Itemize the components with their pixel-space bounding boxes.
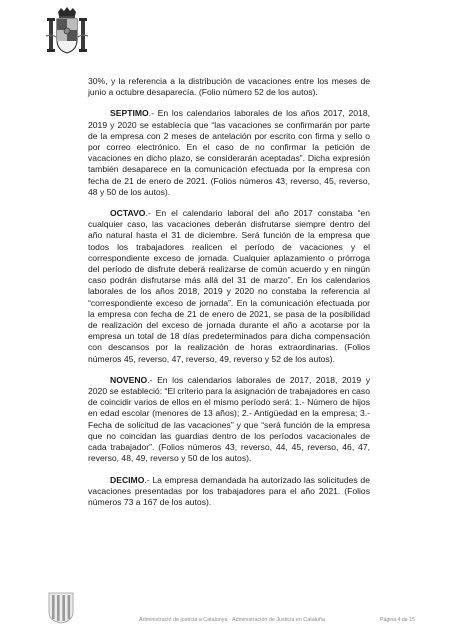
paragraph-continuation bbox=[88, 76, 370, 98]
paragraph-text: .- La empresa demandada ha autorizado las solicitudes de vacaciones presentadas por los trabajadores para el año 2021. (Folios números 73 a 167 de los autos). bbox=[88, 474, 370, 507]
paragraph-decimo bbox=[88, 475, 370, 509]
paragraph-heading: SEPTIMO bbox=[110, 108, 149, 119]
paragraph-text: .- En los calendarios laborales de 2017, 2018, 2019 y 2020 se estableció: “El criterio para la asignación de trabajadores en caso de coincidir varios de ellos en el mismo período será: 1.- Número de hijos en edad escolar (menores de 13 años); 2.- Antigüedad en la empresa; 3.- Fecha de solicitud de las vacaciones” y que “será función de la empresa que no coincidan las guardias dentro de los períodos vacacionales de cada trabajador”. (Folios números 43, reverso, 44, 45, reverso, 46, 47, reverso, 48, 49, reverso y 50 de los autos). bbox=[88, 374, 370, 464]
paragraph-text: 30%, y la referencia a la distribución de vacaciones entre los meses de junio a octubre desaparecía. (Folio número 52 de los autos). bbox=[88, 76, 370, 98]
paragraph-octavo bbox=[88, 208, 370, 365]
paragraph-heading: OCTAVO bbox=[110, 208, 146, 219]
paragraph-text: .- En el calendario laboral del año 2017 constaba “en cualquier caso, las vacaciones deberán disfrutarse siempre dentro del año natural hasta el 31 de diciembre. Será función de la empresa que todos los trabajadores realicen el período de vacaciones y el correspondiente exceso de jornada. Cualquier aplazamiento o prórroga del período de disfrute deberá realizarse de común acuerdo y en ningún caso podrán disfrutarse más allá del 31 de marzo”. En los calendarios laborales de los años 2018, 2019 y 2020 no constaba la referencia al “correspondiente exceso de jornada”. En la comunicación efectuada por la empresa con fecha de 21 de enero de 2021, se pasa de la posibilidad de realización del exceso de jornada durante el año a acotarse por la empresa un total de 18 días predeterminados para dicha compensación con descansos por la realización de horas extraordinarias. (Folios números 45, reverso, 47, reverso, 49, reverso y 52 de los autos). bbox=[88, 208, 370, 364]
paragraph-noveno bbox=[88, 375, 370, 465]
spanish-coat-of-arms-icon bbox=[44, 6, 90, 60]
paragraph-text: .- En los calendarios laborales de los años 2017, 2018, 2019 y 2020 se establecía que “las vacaciones se confirmarán por parte de la empresa con 2 meses de antelación por escrito con firma y sello o por correo electrónico. En el caso de no confirmar la petición de vacaciones en dicho plazo, se considerarán aceptadas”. Dicha expresión también desaparece en la comunicación efectuada por la empresa con fecha de 21 de enero de 2021. (Folios números 43, reverso, 45, reverso, 48 y 50 de los autos). bbox=[88, 108, 370, 197]
footer-page-number: Página 4 de 15 bbox=[380, 617, 415, 623]
paragraph-septimo bbox=[88, 108, 370, 198]
document-body bbox=[88, 76, 370, 518]
footer-institution-text: Administració de justícia a Catalunya · Administración de Justicia en Cataluña bbox=[139, 617, 325, 623]
paragraph-heading: DECIMO bbox=[110, 474, 145, 485]
paragraph-heading: NOVENO bbox=[110, 374, 148, 385]
catalan-senyera-shield-icon bbox=[48, 592, 74, 624]
